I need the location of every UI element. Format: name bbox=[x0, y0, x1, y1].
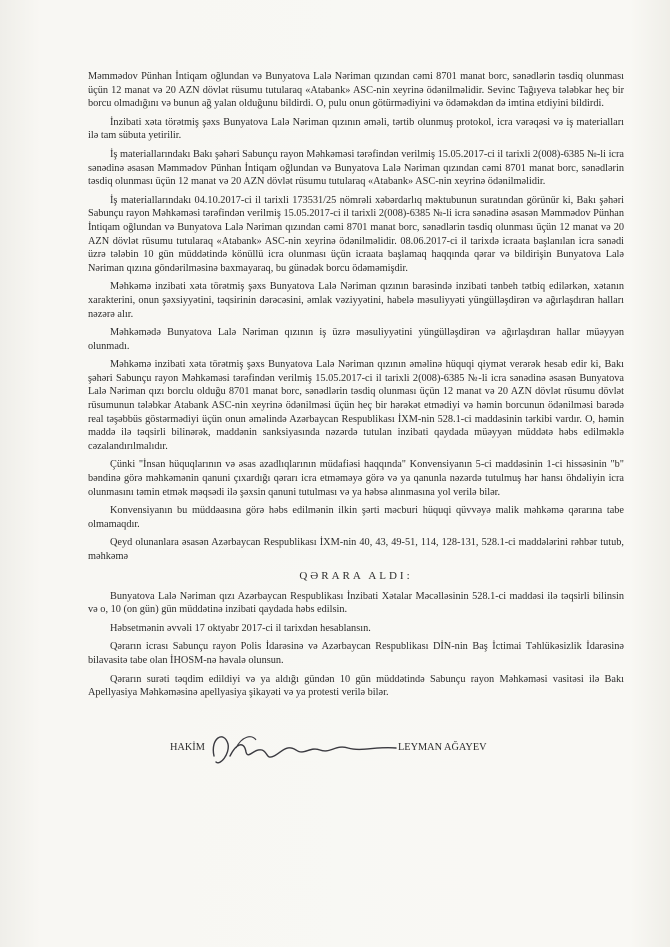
paragraph: Qeyd olunanlara əsasən Azərbaycan Respublikası İXM-nin 40, 43, 49-51, 114, 128-131, 528.1-ci maddələrini rəhbər tutub, məhkəmə bbox=[88, 537, 624, 562]
paragraph: İş materiallarındakı Bakı şəhəri Sabunçu rayon Məhkəməsi tərəfindən verilmiş 15.05.2017-ci il tarixli 2(008)-6385 №-li icra sənədinə əsasən Məmmədov Pünhan İntiqam oğlundan və Bunyatova Lalə Nəriman qızından cəmi 8701 manat borc, sənədlərin təsdiq olunması üçün 12 manat və 20 AZN dövlət rüsumu tutularaq «Atabank» ASC-nin xeyrinə ödənilməlidir. bbox=[88, 148, 624, 188]
decision-paragraph: Qərarın icrası Sabunçu rayon Polis İdarəsinə və Azərbaycan Respublikası DİN-nin Baş İctimai Təhlükəsizlik İdarəsinə bilavasitə tabe olan İHOSM-nə həvalə olunsun. bbox=[88, 641, 624, 666]
judge-name: LEYMAN AĞAYEV bbox=[398, 741, 487, 753]
paragraph: Məmmədov Pünhan İntiqam oğlundan və Bunyatova Lalə Nəriman qızından cəmi 8701 manat borc, sənədlərin təsdiq olunması üçün 12 manat və 20 AZN dövlət rüsumu tutularaq «Atabank» ASC-nin xeyrinə ödənilməlidir. Sevinc Tağıyeva tələbkar heç bir borcu olmadığını və bunun ağ yalan olduğunu bildirdi. O, pulu onun götürmədiyini və ödəməkdən də imtina etdiyini bildirdi. bbox=[88, 71, 624, 110]
decision-paragraph: Həbsetmənin əvvəli 17 oktyabr 2017-ci il tarixdən hesablansın. bbox=[110, 622, 371, 634]
paragraph: Məhkəmə inzibati xəta törətmiş şəxs Bunyatova Lalə Nəriman qızının barəsində inzibati tənbeh tətbiq edilərkən, xətanın xarakterini, onun şəxsiyyətini, təqsirinin dərəcəsini, əmlak vəziyyətini, habelə məsuliyyəti yüngülləşdirən və ağırlaşdıran halları nəzərə alır. bbox=[88, 281, 624, 320]
judge-label: HAKİM bbox=[170, 741, 205, 753]
handwritten-signature bbox=[206, 726, 406, 772]
decision-text bbox=[88, 590, 624, 700]
signature-block bbox=[88, 726, 624, 772]
decision-paragraph: Bunyatova Lalə Nəriman qızı Azərbaycan Respublikası İnzibati Xətalar Məcəlləsinin 528.1-ci maddəsi ilə təqsirli bilinsin və o, 10 (on gün) gün müddətinə inzibati qaydada həbs edilsin. bbox=[88, 590, 624, 616]
paragraph: Məhkəmə inzibati xəta törətmiş şəxs Bunyatova Lalə Nəriman qızının əməlinə hüquqi qiymət verərək hesab edir ki, Bakı şəhəri Sabunçu rayon Məhkəməsi tərəfindən verilmiş 15.05.2017-ci il tarixli 2(008)-6385 №-li icra sənədinə əsasən Bunyatova Lalə Nəriman qızı borclu olduğu 8701 manat borc, sənədlərin təsdiq olunması üçün 12 manat və 20 AZN dövlət rüsumu dövlət rüsumunun tələbkar Atabank ASC-nin xeyrinə ödənilməsi üçün heç bir hərəkət etmədiyi və həmin borcunun ödənilməsi barədə real təşəbbüs göstərmədiyi üçün onun əməlində Azərbaycan Respublikası İXM-nin 528.1-ci maddəsinin tərkibi vardır. O, həmin maddə ilə təqsirli bilinərək, maddənin sanksiyasında nəzərdə tutulan inzibati qaydada müəyyən müddətə həbs edilməklə cəzalandırılmalıdır. bbox=[88, 359, 624, 452]
decision-paragraph: Qərarın surəti təqdim edildiyi və ya aldığı gündən 10 gün müddətində Sabunçu rayon Məhkəməsi vasitəsi ilə Bakı Apellyasiya Məhkəməsinə apellyasiya şikayəti və ya protesti verilə bilər. bbox=[88, 673, 624, 699]
paragraph: İş materiallarındakı 04.10.2017-ci il tarixli 173531/25 nömrəli xəbərdarlıq məktubunun suratından görünür ki, Bakı şəhəri Sabunçu rayon Məhkəməsi tərəfindən verilmiş 15.05.2017-ci il tarixli 2(008)-6385 №-li icra sənədinə əsasən Məmmədov Pünhan İntiqam oğlundan və Bunyatova Lalə Nəriman qızından cəmi 8701 manat borc, sənədlərin təsdiq olunması üçün 12 manat və 20 AZN dövlət rüsumu tutularaq «Atabank» ASC-nin xeyrinə ödənilməlidir. 08.06.2017-ci il tarixdə icraata başlanılan icra sənədi üzrə tələbin 10 gün müddətində könüllü icra olunması üçün icraata başlamaq haqqında qərar və bildirişin Bunyatova Lalə Nəriman qızına göndərilməsinə baxmayaraq, bu günədək borcu ödəməmişdir. bbox=[88, 194, 624, 274]
paragraph: İnzibati xəta törətmiş şəxs Bunyatova Lalə Nəriman qızının əməli, tərtib olunmuş protokol, icra vərəqəsi və iş materialları ilə tam sübuta yetirilir. bbox=[88, 116, 624, 142]
paragraph: Konvensiyanın bu müddəasına görə həbs edilmənin ilkin şərti məcburi hüquqi qüvvəyə malik məhkəmə qərarına tabe olmamaqdır. bbox=[88, 505, 624, 530]
paragraph: Çünki "İnsan hüquqlarının və əsas azadlıqlarının müdafiəsi haqqında" Konvensiyanın 5-ci maddəsinin 1-ci hissəsinin "b" bəndinə görə məhkəmənin qanuni çıxardığı qərarı icra etməməyə görə və ya qanunla nəzərdə tutulmuş hər hansı öhdəliyin icra olunmasını təmin etmək məqsədi ilə şəxsin qanuni tutulması və ya həbsə alınmasına yol verilə bilər. bbox=[88, 459, 624, 498]
decision-heading: QƏRARA ALDI: bbox=[299, 569, 413, 582]
paragraph: Məhkəmədə Bunyatova Lalə Nəriman qızının iş üzrə məsuliyyətini yüngülləşdirən və ağırlaşdıran hallar müəyyən olunmadı. bbox=[88, 327, 624, 352]
body-text bbox=[88, 70, 624, 564]
